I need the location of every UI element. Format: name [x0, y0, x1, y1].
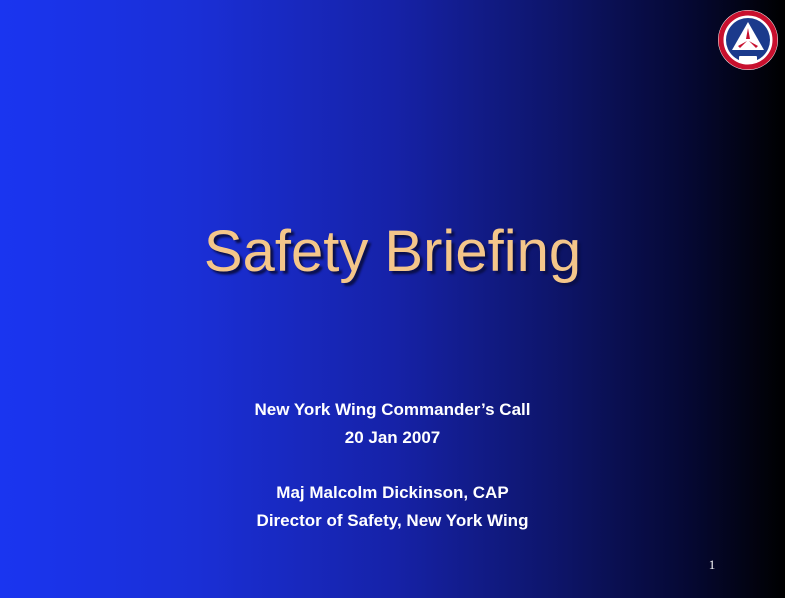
- logo-usaf-plate: [739, 56, 757, 63]
- civil-air-patrol-emblem-icon: [716, 6, 780, 74]
- subtitle-event: New York Wing Commander’s Call: [254, 400, 531, 419]
- presenter-role: Director of Safety, New York Wing: [256, 511, 529, 530]
- presenter-name: Maj Malcolm Dickinson, CAP: [276, 483, 509, 502]
- page-number: 1: [708, 557, 716, 572]
- subtitle-date: 20 Jan 2007: [344, 428, 441, 447]
- slide-title: Safety Briefing: [203, 219, 582, 284]
